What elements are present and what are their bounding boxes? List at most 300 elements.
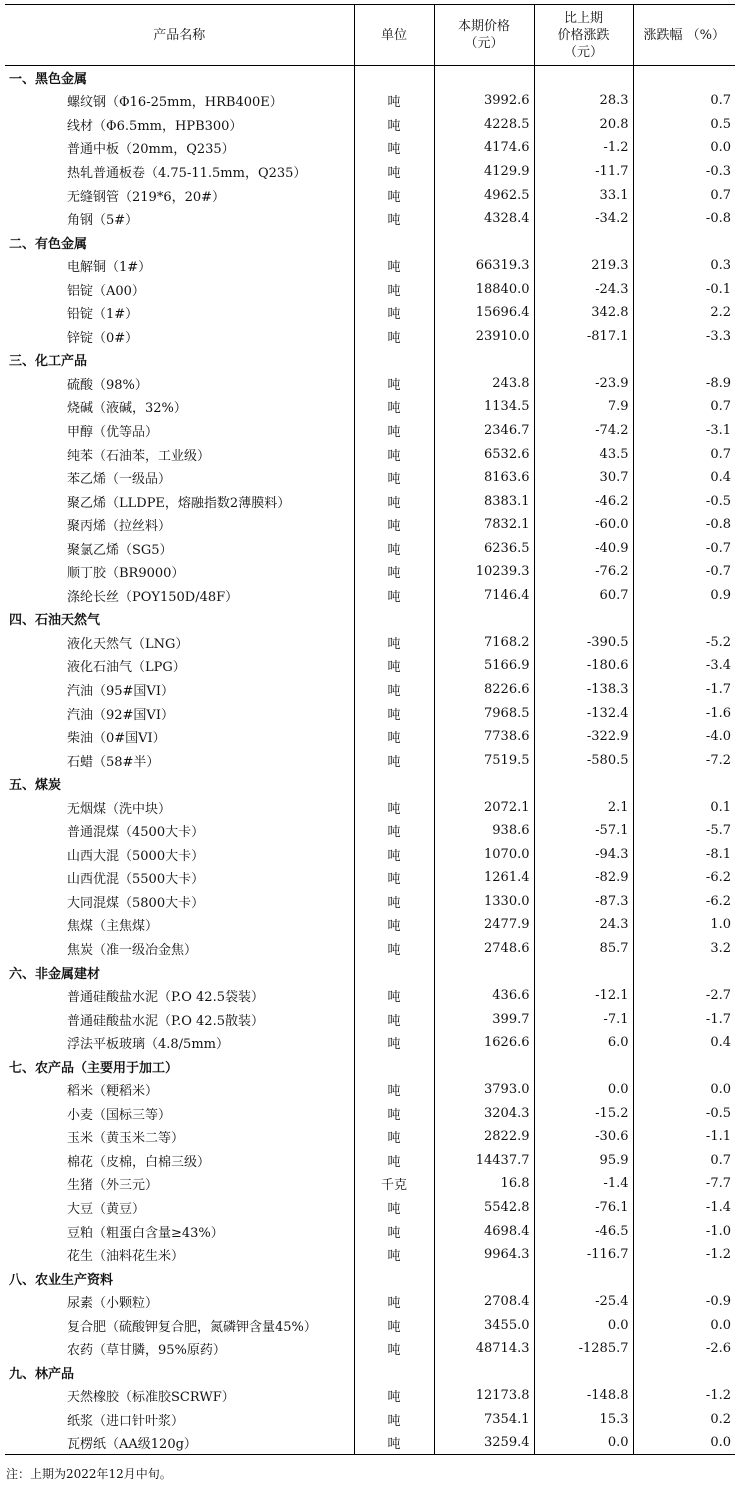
price-change-cell: 24.3 <box>534 913 633 937</box>
category-empty-cell <box>633 230 735 254</box>
unit-cell: 吨 <box>354 254 434 278</box>
percent-change-cell: 0.0 <box>633 1078 735 1102</box>
category-empty-cell <box>434 66 534 90</box>
category-row <box>5 607 735 631</box>
table-header <box>5 5 735 66</box>
category-empty-cell <box>534 348 633 372</box>
price-change-cell: 28.3 <box>534 89 633 113</box>
price-change-cell: -46.2 <box>534 489 633 513</box>
price-cell: 66319.3 <box>434 254 534 278</box>
percent-change-cell: 0.2 <box>633 1408 735 1432</box>
price-cell: 1070.0 <box>434 843 534 867</box>
product-name-cell: 玉米（黄玉米二等） <box>67 1131 185 1147</box>
price-cell: 7168.2 <box>434 631 534 655</box>
product-name-cell: 涤纶长丝（POY150D/48F） <box>67 589 239 605</box>
header-percent-text: 涨跌幅 （%） <box>643 27 725 43</box>
category-title: 四、石油天然气 <box>9 613 101 629</box>
category-empty-cell <box>534 230 633 254</box>
price-change-cell: -74.2 <box>534 419 633 443</box>
table-row <box>5 678 735 702</box>
unit-cell: 吨 <box>354 113 434 137</box>
header-percent <box>633 5 735 66</box>
unit-cell: 吨 <box>354 1290 434 1314</box>
category-empty-cell <box>434 348 534 372</box>
product-name-cell: 大同混煤（5800大卡） <box>67 895 205 911</box>
price-cell: 6532.6 <box>434 442 534 466</box>
unit-cell: 吨 <box>354 277 434 301</box>
product-name-cell: 纸浆（进口针叶浆） <box>67 1413 185 1429</box>
percent-change-cell: -3.4 <box>633 654 735 678</box>
percent-change-cell: 0.5 <box>633 113 735 137</box>
table-row <box>5 489 735 513</box>
percent-change-cell: -6.2 <box>633 866 735 890</box>
price-change-cell: -23.9 <box>534 372 633 396</box>
price-cell: 3259.4 <box>434 1431 534 1455</box>
price-cell: 7146.4 <box>434 584 534 608</box>
table-row <box>5 1431 735 1455</box>
unit-cell: 吨 <box>354 513 434 537</box>
percent-change-cell: 0.0 <box>633 136 735 160</box>
unit-cell: 吨 <box>354 1102 434 1126</box>
category-row <box>5 230 735 254</box>
percent-change-cell: 0.7 <box>633 89 735 113</box>
price-cell: 9964.3 <box>434 1243 534 1267</box>
product-name-cell: 锌锭（0#） <box>67 330 139 346</box>
product-name-cell: 稻米（粳稻米） <box>67 1084 159 1100</box>
percent-change-cell: -7.7 <box>633 1172 735 1196</box>
table-row <box>5 183 735 207</box>
price-change-cell: -116.7 <box>534 1243 633 1267</box>
price-cell: 7519.5 <box>434 748 534 772</box>
category-empty-cell <box>534 1361 633 1385</box>
unit-cell: 吨 <box>354 183 434 207</box>
price-change-cell: 219.3 <box>534 254 633 278</box>
category-empty-cell <box>633 1361 735 1385</box>
price-cell: 2822.9 <box>434 1125 534 1149</box>
price-change-cell: -132.4 <box>534 701 633 725</box>
price-change-cell: 0.0 <box>534 1078 633 1102</box>
table-row <box>5 207 735 231</box>
unit-cell: 吨 <box>354 536 434 560</box>
product-name-cell: 柴油（0#国VI） <box>67 731 166 747</box>
category-empty-cell <box>534 772 633 796</box>
category-empty-cell <box>354 1266 434 1290</box>
price-change-cell: 342.8 <box>534 301 633 325</box>
product-name-cell: 焦炭（准一级冶金焦） <box>67 943 198 958</box>
price-cell: 7354.1 <box>434 1408 534 1432</box>
unit-cell: 吨 <box>354 136 434 160</box>
table-row <box>5 395 735 419</box>
percent-change-cell: 0.9 <box>633 584 735 608</box>
price-cell: 399.7 <box>434 1007 534 1031</box>
percent-change-cell: -0.3 <box>633 160 735 184</box>
category-title: 七、农产品（主要用于加工） <box>9 1060 179 1076</box>
percent-change-cell: -8.9 <box>633 372 735 396</box>
price-change-cell: -1.4 <box>534 1172 633 1196</box>
category-title: 五、煤炭 <box>9 778 62 794</box>
table-row <box>5 442 735 466</box>
unit-cell: 吨 <box>354 395 434 419</box>
price-change-cell: 85.7 <box>534 937 633 961</box>
price-change-cell: 0.0 <box>534 1313 633 1337</box>
price-change-cell: -40.9 <box>534 536 633 560</box>
product-name-cell: 热轧普通板卷（4.75-11.5mm，Q235） <box>67 165 307 181</box>
category-row <box>5 1361 735 1385</box>
category-empty-cell <box>633 960 735 984</box>
product-name-cell: 角钢（5#） <box>67 213 139 229</box>
percent-change-cell: 0.3 <box>633 254 735 278</box>
percent-change-cell: -1.7 <box>633 678 735 702</box>
table-row <box>5 1102 735 1126</box>
category-empty-cell <box>354 348 434 372</box>
unit-cell: 吨 <box>354 1384 434 1408</box>
category-empty-cell <box>354 960 434 984</box>
unit-cell: 吨 <box>354 442 434 466</box>
table-row <box>5 701 735 725</box>
price-change-cell: -580.5 <box>534 748 633 772</box>
price-cell: 2072.1 <box>434 795 534 819</box>
unit-cell: 吨 <box>354 984 434 1008</box>
price-change-cell: -24.3 <box>534 277 633 301</box>
percent-change-cell: -1.7 <box>633 1007 735 1031</box>
price-change-cell: -1.2 <box>534 136 633 160</box>
product-name-cell: 纯苯（石油苯，工业级） <box>67 448 211 464</box>
price-cell: 8383.1 <box>434 489 534 513</box>
percent-change-cell: -0.5 <box>633 1102 735 1126</box>
unit-cell: 吨 <box>354 890 434 914</box>
unit-cell: 吨 <box>354 89 434 113</box>
category-empty-cell <box>434 960 534 984</box>
table-row <box>5 536 735 560</box>
percent-change-cell: 3.2 <box>633 937 735 961</box>
product-name-cell: 焦煤（主焦煤） <box>67 919 159 935</box>
unit-cell: 吨 <box>354 584 434 608</box>
price-cell: 436.6 <box>434 984 534 1008</box>
table-row <box>5 913 735 937</box>
unit-cell: 吨 <box>354 325 434 349</box>
product-name-cell: 棉花（皮棉，白棉三级） <box>67 1154 211 1170</box>
product-name-cell: 农药（草甘膦，95%原药） <box>67 1343 226 1359</box>
price-change-cell: -57.1 <box>534 819 633 843</box>
unit-cell: 吨 <box>354 1196 434 1220</box>
price-change-cell: -148.8 <box>534 1384 633 1408</box>
price-cell: 1134.5 <box>434 395 534 419</box>
price-table <box>5 4 735 1455</box>
product-name-cell: 聚乙烯（LLDPE，熔融指数2薄膜料） <box>67 495 291 511</box>
unit-cell: 吨 <box>354 1031 434 1055</box>
table-body <box>5 66 735 1455</box>
price-cell: 8163.6 <box>434 466 534 490</box>
product-name-cell: 电解铜（1#） <box>67 260 152 276</box>
price-change-cell: -138.3 <box>534 678 633 702</box>
percent-change-cell: -7.2 <box>633 748 735 772</box>
percent-change-cell: -1.4 <box>633 1196 735 1220</box>
price-change-cell: -12.1 <box>534 984 633 1008</box>
unit-cell: 吨 <box>354 748 434 772</box>
product-name-cell: 普通硅酸盐水泥（P.O 42.5散装） <box>67 1013 264 1029</box>
price-change-cell: 0.0 <box>534 1431 633 1455</box>
table-row <box>5 1007 735 1031</box>
percent-change-cell: -3.3 <box>633 325 735 349</box>
price-change-cell: -94.3 <box>534 843 633 867</box>
price-change-cell: 60.7 <box>534 584 633 608</box>
price-cell: 2748.6 <box>434 937 534 961</box>
price-change-cell: -11.7 <box>534 160 633 184</box>
price-change-cell: 30.7 <box>534 466 633 490</box>
percent-change-cell: -1.0 <box>633 1219 735 1243</box>
product-name-cell: 瓦楞纸（AA级120g） <box>5 1431 354 1455</box>
unit-cell: 吨 <box>354 1149 434 1173</box>
category-empty-cell <box>633 348 735 372</box>
price-change-cell: -390.5 <box>534 631 633 655</box>
unit-cell: 吨 <box>354 560 434 584</box>
product-name-cell: 普通硅酸盐水泥（P.O 42.5袋装） <box>67 990 264 1006</box>
percent-change-cell: 0.0 <box>633 1431 735 1455</box>
category-title: 九、林产品 <box>9 1366 75 1382</box>
product-name-cell: 烧碱（液碱，32%） <box>67 401 187 417</box>
price-cell: 4228.5 <box>434 113 534 137</box>
price-cell: 3992.6 <box>434 89 534 113</box>
category-title: 三、化工产品 <box>9 354 88 370</box>
price-change-cell: -34.2 <box>534 207 633 231</box>
table-row <box>5 937 735 961</box>
category-empty-cell <box>434 1054 534 1078</box>
price-change-cell: 95.9 <box>534 1149 633 1173</box>
percent-change-cell: 2.2 <box>633 301 735 325</box>
unit-cell: 吨 <box>354 1431 434 1455</box>
table-row <box>5 301 735 325</box>
table-row <box>5 631 735 655</box>
percent-change-cell: -1.1 <box>633 1125 735 1149</box>
category-title: 一、黑色金属 <box>9 72 88 88</box>
product-name-cell: 铝锭（A00） <box>67 283 145 299</box>
price-change-cell: -76.2 <box>534 560 633 584</box>
table-row <box>5 1290 735 1314</box>
price-cell: 10239.3 <box>434 560 534 584</box>
table-row <box>5 160 735 184</box>
price-change-cell: -76.1 <box>534 1196 633 1220</box>
product-name-cell: 苯乙烯（一级品） <box>67 472 172 488</box>
price-change-cell: -15.2 <box>534 1102 633 1126</box>
price-change-cell: -46.5 <box>534 1219 633 1243</box>
percent-change-cell: 0.7 <box>633 442 735 466</box>
table-row <box>5 277 735 301</box>
unit-cell: 吨 <box>354 913 434 937</box>
price-change-cell: -7.1 <box>534 1007 633 1031</box>
table-row <box>5 466 735 490</box>
price-change-cell: 33.1 <box>534 183 633 207</box>
percent-change-cell: -2.7 <box>633 984 735 1008</box>
table-row <box>5 1031 735 1055</box>
product-name-cell: 浮法平板玻璃（4.8/5mm） <box>67 1037 229 1053</box>
product-name-cell: 普通混煤（4500大卡） <box>67 825 205 841</box>
price-cell: 4328.4 <box>434 207 534 231</box>
product-name-cell: 生猪（外三元） <box>67 1178 159 1194</box>
percent-change-cell: 1.0 <box>633 913 735 937</box>
product-name-cell: 复合肥（硫酸钾复合肥，氮磷钾含量45%） <box>67 1319 317 1335</box>
header-price-line2: （元） <box>464 36 504 51</box>
price-change-cell: 15.3 <box>534 1408 633 1432</box>
category-empty-cell <box>354 66 434 90</box>
category-empty-cell <box>633 772 735 796</box>
table-row <box>5 1172 735 1196</box>
price-cell: 1261.4 <box>434 866 534 890</box>
table-row <box>5 866 735 890</box>
table-row <box>5 560 735 584</box>
table-row <box>5 136 735 160</box>
category-empty-cell <box>354 1054 434 1078</box>
percent-change-cell: -3.1 <box>633 419 735 443</box>
table-row <box>5 1219 735 1243</box>
unit-cell: 吨 <box>354 160 434 184</box>
header-product-name-text: 产品名称 <box>153 27 206 43</box>
price-cell: 15696.4 <box>434 301 534 325</box>
percent-change-cell: -5.7 <box>633 819 735 843</box>
price-cell: 4962.5 <box>434 183 534 207</box>
unit-cell: 千克 <box>354 1172 434 1196</box>
header-change-line3: （元） <box>563 44 603 60</box>
table-row <box>5 725 735 749</box>
percent-change-cell: -0.8 <box>633 513 735 537</box>
price-change-cell: 2.1 <box>534 795 633 819</box>
price-cell: 4174.6 <box>434 136 534 160</box>
price-cell: 8226.6 <box>434 678 534 702</box>
price-cell: 12173.8 <box>434 1384 534 1408</box>
table-row <box>5 513 735 537</box>
product-name-cell: 汽油（92#国VI） <box>67 707 174 723</box>
table-row <box>5 890 735 914</box>
unit-cell: 吨 <box>354 631 434 655</box>
product-name-cell: 花生（油料花生米） <box>67 1249 185 1265</box>
price-change-cell: 43.5 <box>534 442 633 466</box>
header-unit-text: 单位 <box>380 27 407 43</box>
category-empty-cell <box>434 230 534 254</box>
table-row <box>5 1384 735 1408</box>
price-cell: 5542.8 <box>434 1196 534 1220</box>
category-empty-cell <box>434 1266 534 1290</box>
price-change-cell: -82.9 <box>534 866 633 890</box>
price-cell: 23910.0 <box>434 325 534 349</box>
product-name-cell: 液化石油气（LPG） <box>67 660 186 676</box>
unit-cell: 吨 <box>354 466 434 490</box>
category-row <box>5 1054 735 1078</box>
price-cell: 7832.1 <box>434 513 534 537</box>
header-unit <box>354 5 434 66</box>
unit-cell: 吨 <box>354 937 434 961</box>
price-change-cell: -60.0 <box>534 513 633 537</box>
table-row <box>5 748 735 772</box>
category-empty-cell <box>534 1054 633 1078</box>
product-name-cell: 豆粕（粗蛋白含量≥43%） <box>67 1225 224 1241</box>
product-name-cell: 小麦（国标三等） <box>67 1107 172 1123</box>
category-empty-cell <box>633 1266 735 1290</box>
category-row <box>5 348 735 372</box>
table-row <box>5 1125 735 1149</box>
product-name-cell: 甲醇（优等品） <box>67 424 159 440</box>
table-row <box>5 1408 735 1432</box>
price-cell: 48714.3 <box>434 1337 534 1361</box>
table-row <box>5 843 735 867</box>
price-change-cell: -25.4 <box>534 1290 633 1314</box>
product-name-cell: 线材（Φ6.5mm，HPB300） <box>67 118 243 134</box>
category-empty-cell <box>534 1266 633 1290</box>
price-cell: 16.8 <box>434 1172 534 1196</box>
category-empty-cell <box>434 772 534 796</box>
unit-cell: 吨 <box>354 419 434 443</box>
unit-cell: 吨 <box>354 866 434 890</box>
table-row <box>5 1313 735 1337</box>
footnote: 注：上期为2022年12月中旬。 <box>6 1467 172 1481</box>
header-price-line1: 本期价格 <box>457 19 510 34</box>
category-empty-cell <box>534 66 633 90</box>
percent-change-cell: -0.7 <box>633 560 735 584</box>
product-name-cell: 铅锭（1#） <box>67 307 139 323</box>
percent-change-cell: 0.4 <box>633 466 735 490</box>
price-cell: 7968.5 <box>434 701 534 725</box>
price-cell: 3204.3 <box>434 1102 534 1126</box>
percent-change-cell: -2.6 <box>633 1337 735 1361</box>
price-change-cell: 6.0 <box>534 1031 633 1055</box>
price-cell: 14437.7 <box>434 1149 534 1173</box>
product-name-cell: 聚丙烯（拉丝料） <box>67 519 172 535</box>
category-empty-cell <box>434 607 534 631</box>
table-row <box>5 113 735 137</box>
table-row <box>5 372 735 396</box>
unit-cell: 吨 <box>354 1125 434 1149</box>
unit-cell: 吨 <box>354 654 434 678</box>
product-name-cell: 大豆（黄豆） <box>67 1202 146 1218</box>
product-name-cell: 硫酸（98%） <box>67 377 148 393</box>
price-cell: 2708.4 <box>434 1290 534 1314</box>
price-cell: 4698.4 <box>434 1219 534 1243</box>
price-change-cell: -87.3 <box>534 890 633 914</box>
unit-cell: 吨 <box>354 701 434 725</box>
category-empty-cell <box>354 772 434 796</box>
percent-change-cell: 0.1 <box>633 795 735 819</box>
table-row <box>5 1196 735 1220</box>
percent-change-cell: -4.0 <box>633 725 735 749</box>
table-row <box>5 1078 735 1102</box>
product-name-cell: 山西大混（5000大卡） <box>67 848 205 864</box>
category-empty-cell <box>534 607 633 631</box>
price-cell: 243.8 <box>434 372 534 396</box>
percent-change-cell: -1.2 <box>633 1243 735 1267</box>
percent-change-cell: -5.2 <box>633 631 735 655</box>
table-row <box>5 325 735 349</box>
category-title: 二、有色金属 <box>9 236 88 252</box>
category-empty-cell <box>434 1361 534 1385</box>
category-title: 八、农业生产资料 <box>9 1272 114 1288</box>
price-change-cell: -180.6 <box>534 654 633 678</box>
product-name-cell: 天然橡胶（标准胶SCRWF） <box>67 1390 235 1406</box>
table-row <box>5 1243 735 1267</box>
unit-cell: 吨 <box>354 372 434 396</box>
category-row <box>5 1266 735 1290</box>
header-change <box>534 5 633 66</box>
table-row <box>5 1337 735 1361</box>
table-row <box>5 1149 735 1173</box>
product-name-cell: 汽油（95#国VI） <box>67 683 174 699</box>
product-name-cell: 无烟煤（洗中块） <box>67 801 172 817</box>
category-row <box>5 772 735 796</box>
price-cell: 5166.9 <box>434 654 534 678</box>
unit-cell: 吨 <box>354 1078 434 1102</box>
price-cell: 18840.0 <box>434 277 534 301</box>
table-row <box>5 984 735 1008</box>
price-change-cell: -1285.7 <box>534 1337 633 1361</box>
category-row <box>5 66 735 90</box>
product-name-cell: 普通中板（20mm，Q235） <box>67 142 235 158</box>
